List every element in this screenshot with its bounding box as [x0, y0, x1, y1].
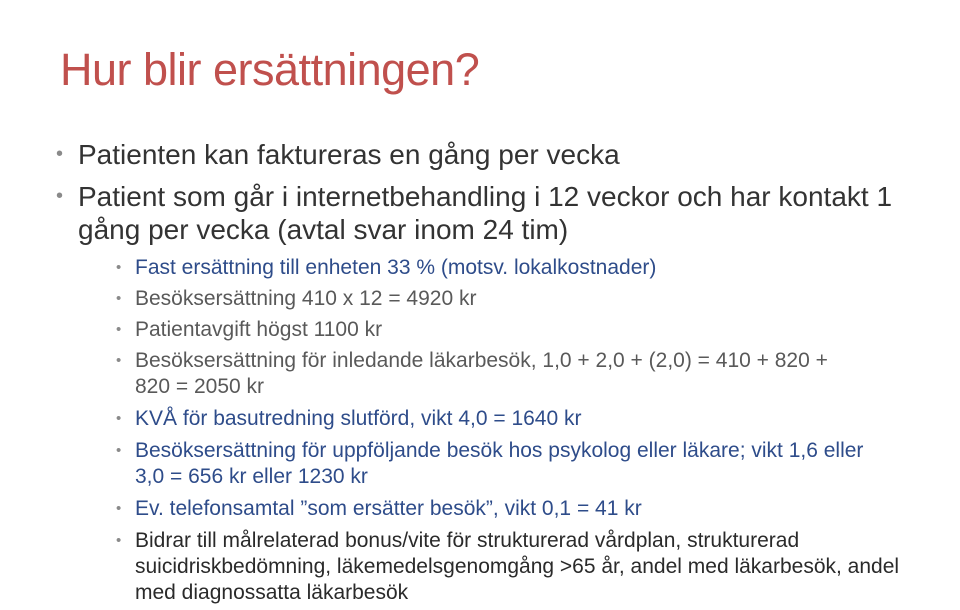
bullet-item	[56, 180, 938, 246]
sub-bullet-text: Besöksersättning 410 x 12 = 4920 kr	[135, 287, 477, 310]
sub-bullet-text: Patientavgift högst 1100 kr	[135, 318, 383, 341]
sub-bullet-item	[116, 286, 925, 312]
sub-bullet-item	[116, 528, 915, 606]
sub-bullet-item	[116, 348, 865, 400]
sub-bullet-item	[116, 496, 925, 522]
bullet-text: Patient som går i internetbehandling i 12 veckor och har kontakt 1 gång per vecka (avtal svar inom 24 tim)	[78, 181, 893, 245]
sub-bullet-text: Besöksersättning för uppföljande besök hos psykolog eller läkare; vikt 1,6 eller 3,0 = 656 kr eller 1230 kr	[135, 439, 864, 488]
bullet-dot-icon: •	[116, 259, 122, 276]
bullet-dot-icon: •	[56, 185, 64, 207]
sub-bullet-text: Ev. telefonsamtal ”som ersätter besök”, vikt 0,1 = 41 kr	[135, 497, 642, 520]
bullet-dot-icon: •	[116, 532, 122, 549]
sub-bullet-text: Besöksersättning för inledande läkarbesök, 1,0 + 2,0 + (2,0) = 410 + 820 + 820 = 2050 kr	[135, 349, 828, 398]
bullet-dot-icon: •	[56, 143, 64, 165]
bullet-dot-icon: •	[116, 442, 122, 459]
sub-bullet-text: Bidrar till målrelaterad bonus/vite för strukturerad vårdplan, strukturerad suicidriskbedömning, läkemedelsgenomgång >65 år, andel med läkarbesök, andel med diagnossatta läkarbesök	[135, 529, 900, 604]
bullet-dot-icon: •	[116, 410, 122, 427]
bullet-item	[56, 138, 938, 171]
sub-bullet-item	[116, 255, 925, 281]
bullet-text: Patienten kan faktureras en gång per vecka	[78, 139, 620, 170]
sub-bullet-item	[116, 317, 925, 343]
sub-bullet-item	[116, 406, 925, 432]
bullet-dot-icon: •	[116, 290, 122, 307]
bullet-dot-icon: •	[116, 500, 122, 517]
bullet-dot-icon: •	[116, 321, 122, 338]
sub-bullet-item	[116, 438, 895, 490]
sub-bullet-text: KVÅ för basutredning slutförd, vikt 4,0 = 1640 kr	[135, 407, 582, 430]
slide-title: Hur blir ersättningen?	[60, 44, 480, 95]
bullet-dot-icon: •	[116, 352, 122, 369]
sub-bullet-text: Fast ersättning till enheten 33 % (motsv. lokalkostnader)	[135, 256, 657, 279]
